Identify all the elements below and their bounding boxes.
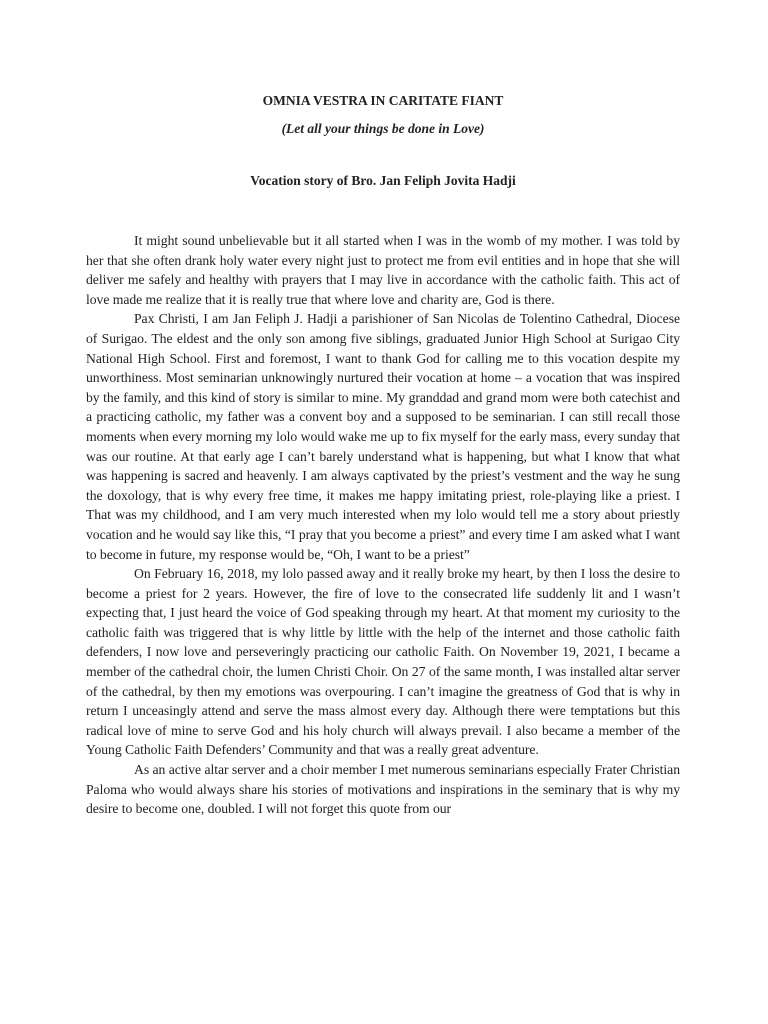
story-text	[86, 231, 680, 819]
paragraph-3: On February 16, 2018, my lolo passed away and it really broke my heart, by then I loss the desire to become a priest for 2 years. However, the fire of love to the consecrated life suddenly lit and I wasn’t expecting that, I just heard the voice of God speaking through my heart. At that moment my curiosity to the catholic faith was triggered that is why little by little with the help of the internet and those catholic faith defenders, I now love and perseveringly practicing our catholic Faith. On November 19, 2021, I became a member of the cathedral choir, the lumen Christi Choir. On 27 of the same month, I was installed altar server of the cathedral, by then my emotions was overpouring. I can’t imagine the greatness of God that is why in return I unceasingly attend and serve the mass almost every day. Although there were temptations but this radical love of mine to serve God and his holy church will always prevail. I also became a member of the Young Catholic Faith Defenders’ Community and that was a really great adventure.	[86, 566, 680, 758]
document-subtitle: (Let all your things be done in Love)	[281, 121, 485, 136]
paragraph-1: It might sound unbelievable but it all started when I was in the womb of my mother. I was told by her that she often drank holy water every night just to protect me from evil entities and in hope that she will deliver me safely and healthy with prayers that I may live in accordance with the catholic faith. This act of love made me realize that it is really true that where love and charity are, God is there.	[86, 233, 680, 307]
section-heading: Vocation story of Bro. Jan Feliph Jovita Hadji	[250, 173, 516, 188]
paragraph-2: Pax Christi, I am Jan Feliph J. Hadji a parishioner of San Nicolas de Tolentino Cathedral, Diocese of Surigao. The eldest and the only son among five siblings, graduated Junior High School at Surigao City National High School. First and foremost, I want to thank God for calling me to this vocation despite my unworthiness. Most seminarian unknowingly nurtured their vocation at home – a vocation that was inspired by the family, and this kind of story is similar to mine. My granddad and grand mom were both catechist and a practicing catholic, my father was a convent boy and a supposed to be seminarian. I can still recall those moments when every morning my lolo would wake me up to fix myself for the early mass, every sunday that was our routine. At that early age I can’t barely understand what is happening, but what I know that what was happening is sacred and heavenly. I am always captivated by the priest’s vestment and the way he sung the doxology, that is why every free time, it makes me happy imitating priest, role-playing like a priest. I That was my childhood, and I am very much interested when my lolo would tell me a story about priestly vocation and he would say like this, “I pray that you become a priest” and every time I am asked what I want to become in future, my response would be, “Oh, I want to be a priest”	[86, 311, 680, 562]
document-body	[86, 92, 680, 819]
paragraph-4: As an active altar server and a choir member I met numerous seminarians especially Frater Christian Paloma who would always share his stories of motivations and inspirations in the seminary that is why my desire to become one, doubled. I will not forget this quote from our	[86, 762, 680, 817]
document-title: OMNIA VESTRA IN CARITATE FIANT	[262, 93, 504, 108]
